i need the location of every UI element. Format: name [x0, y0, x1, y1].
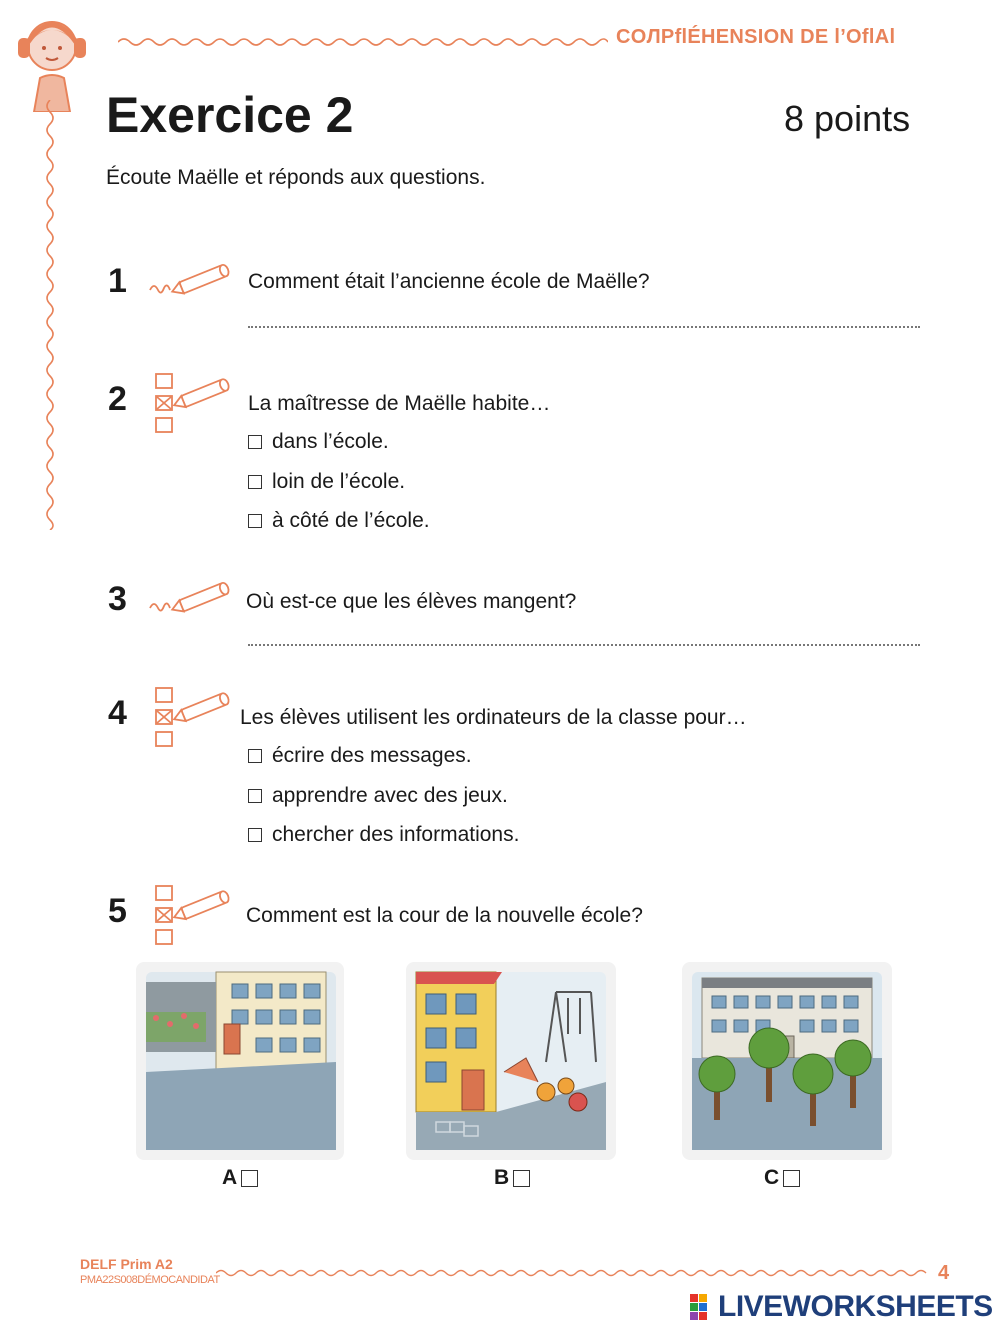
pencil-writing-icon [146, 580, 236, 616]
option-label: chercher des informations. [272, 823, 520, 846]
option-label: apprendre avec des jeux. [272, 784, 508, 807]
pencil-writing-icon [146, 262, 236, 298]
picture-option-b[interactable] [494, 1166, 530, 1190]
option-label: loin de l’école. [272, 470, 406, 493]
option-row[interactable] [248, 470, 405, 494]
school-yard-trees-image [682, 962, 892, 1160]
question-number: 3 [108, 580, 127, 618]
option-row[interactable] [248, 509, 430, 533]
answer-line[interactable] [248, 326, 920, 328]
picture-label: B [494, 1166, 510, 1189]
picture-option-c[interactable] [764, 1166, 800, 1190]
checkbox[interactable] [248, 435, 262, 449]
question-text: La maîtresse de Maëlle habite… [248, 392, 551, 415]
picture-label: C [764, 1166, 780, 1189]
question-number: 5 [108, 892, 127, 930]
decorative-wavy-line [216, 1266, 932, 1280]
checkbox[interactable] [248, 828, 262, 842]
option-row[interactable] [248, 744, 472, 768]
instruction-text: Écoute Maëlle et réponds aux questions. [106, 166, 486, 189]
document-code: PMA22S008DÉMOCANDIDAT [80, 1274, 220, 1286]
checkbox[interactable] [248, 475, 262, 489]
option-row[interactable] [248, 430, 389, 454]
school-yard-playground-image [406, 962, 616, 1160]
question-text: Où est-ce que les élèves mangent? [246, 590, 577, 613]
checkbox[interactable] [248, 749, 262, 763]
decorative-wavy-border [42, 100, 58, 530]
option-label: à côté de l’école. [272, 509, 430, 532]
pencil-checkbox-icon [152, 686, 236, 752]
question-number: 1 [108, 262, 127, 300]
girl-headphones-icon [4, 8, 108, 112]
decorative-wavy-line [118, 34, 608, 50]
option-label: dans l’école. [272, 430, 389, 453]
question-number: 2 [108, 380, 127, 418]
question-text: Comment est la cour de la nouvelle école? [246, 904, 643, 927]
exercise-title: Exercice 2 [106, 87, 354, 143]
picture-option-a[interactable] [222, 1166, 258, 1190]
checkbox[interactable] [241, 1170, 258, 1187]
school-yard-plain-image [136, 962, 344, 1160]
option-row[interactable] [248, 784, 508, 808]
brand-name: LIVEWORKSHEETS [718, 1290, 993, 1323]
option-label: écrire des messages. [272, 744, 472, 767]
checkbox[interactable] [248, 789, 262, 803]
section-title: COЛPflÉHENSION DE l’OflAl [616, 26, 896, 48]
pencil-checkbox-icon [152, 372, 236, 438]
question-text: Comment était l’ancienne école de Maëlle? [248, 270, 650, 293]
question-text: Les élèves utilisent les ordinateurs de la classe pour… [240, 706, 747, 729]
checkbox[interactable] [783, 1170, 800, 1187]
option-row[interactable] [248, 823, 519, 847]
checkbox[interactable] [248, 514, 262, 528]
page-number: 4 [938, 1262, 950, 1284]
checkbox[interactable] [513, 1170, 530, 1187]
question-number: 4 [108, 694, 127, 732]
answer-line[interactable] [248, 644, 920, 646]
picture-label: A [222, 1166, 238, 1189]
points-label: 8 points [784, 98, 911, 139]
pencil-checkbox-icon [152, 884, 236, 950]
exam-name: DELF Prim A2 [80, 1256, 173, 1272]
liveworksheets-logo-icon [690, 1294, 716, 1320]
